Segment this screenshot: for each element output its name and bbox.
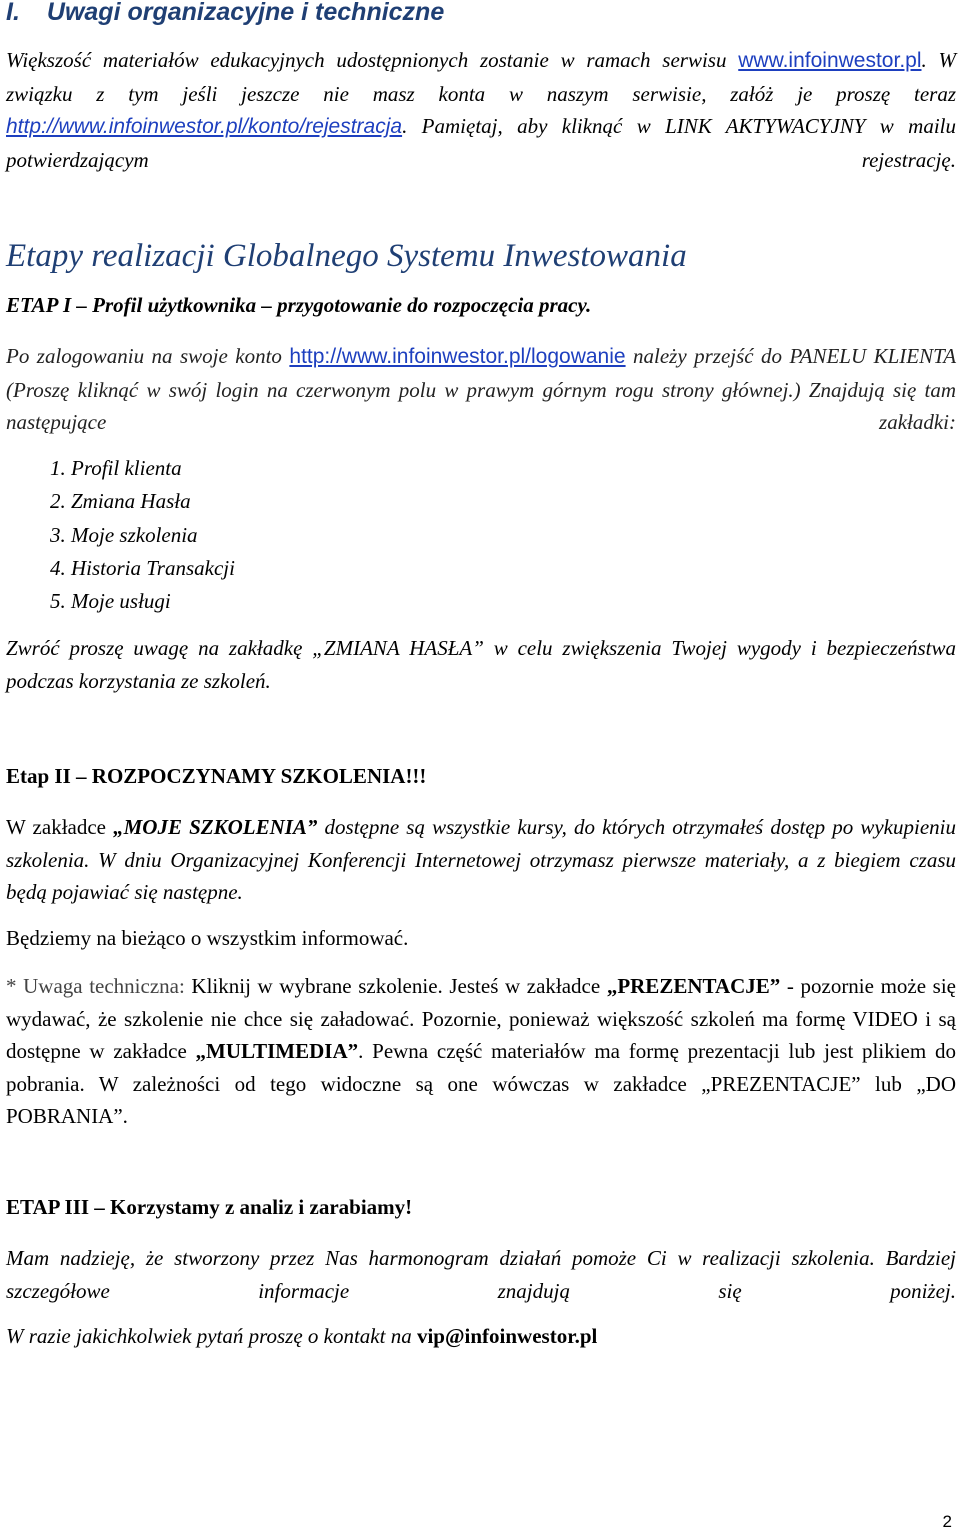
technical-note bbox=[6, 970, 956, 1133]
etap1-text-2: należy przejść do PANELU KLIENTA (Proszę kliknąć w swój login na czerwonym polu w prawym górnym rogu strony głównej.) Znajdują się tam następujące zakładki: bbox=[6, 344, 957, 434]
contact-text: W razie jakichkolwiek pytań proszę o kontakt na bbox=[6, 1324, 417, 1348]
prezentacje-tab-name: „PREZENTACJE” bbox=[606, 974, 781, 998]
etap2-paragraph-2: Będziemy na bieżąco o wszystkim informować. bbox=[6, 926, 409, 950]
registration-link[interactable]: http://www.infoinwestor.pl/konto/rejestracja bbox=[6, 115, 403, 138]
stages-heading: Etapy realizacji Globalnego Systemu Inwestowania bbox=[6, 238, 687, 274]
etap1-text-1: Po zalogowaniu na swoje konto bbox=[6, 344, 282, 368]
list-item: 1. Profil klienta bbox=[50, 456, 182, 480]
technical-note-text-1: Kliknij w wybrane szkolenie. Jesteś w zakładce bbox=[191, 974, 607, 998]
list-item: 3. Moje szkolenia bbox=[50, 522, 198, 547]
section-number: I. bbox=[6, 0, 20, 26]
etap2-paragraph-1 bbox=[6, 811, 956, 909]
intro-text-1: Większość materiałów edukacyjnych udostępnionych zostanie w ramach serwisu bbox=[6, 48, 727, 72]
moje-szkolenia-tab-name: „MOJE SZKOLENIA” bbox=[113, 815, 318, 839]
technical-note-text-2: - pozornie może się wydawać, że szkolenie nie chce się załadować. Pozornie, ponieważ większość szkoleń ma formę VIDEO i są dostępne w zakładce bbox=[6, 974, 956, 1063]
infoinwestor-link[interactable]: www.infoinwestor.pl bbox=[738, 49, 922, 72]
etap1-title: ETAP I – Profil użytkownika – przygotowanie do rozpoczęcia pracy. bbox=[6, 293, 592, 317]
intro-text-2: . W związku z tym jeśli jeszcze nie masz konta w naszym serwisie, załóż je proszę teraz bbox=[6, 48, 957, 106]
list-item: 4. Historia Transakcji bbox=[50, 555, 235, 580]
etap2-text-1: W zakładce bbox=[6, 815, 114, 839]
list-item: 5. Moje usługi bbox=[50, 589, 171, 614]
etap2-text-2: dostępne są wszystkie kursy, do których otrzymałeś dostęp po wykupieniu szkolenia. W dniu Organizacyjnej Konferencji Internetowej otrzymasz pierwsze materiały, a z biegiem czasu będą pojawiać się następne. bbox=[6, 815, 956, 904]
page-number: 2 bbox=[942, 1512, 952, 1531]
section-title: Uwagi organizacyjne i techniczne bbox=[46, 0, 445, 26]
list-item: 2. Zmiana Hasła bbox=[50, 489, 191, 514]
technical-note-label: * Uwaga techniczna: bbox=[6, 974, 192, 998]
etap3-paragraph-2 bbox=[6, 1320, 956, 1353]
technical-note-text-3: . Pewna część materiałów ma formę prezentacji lub jest plikiem do pobrania. W zależności od tego widoczne są one wówczas w zakładce „PREZENTACJE” lub „DO POBRANIA”. bbox=[6, 1039, 956, 1128]
section-heading bbox=[6, 0, 956, 27]
intro-text-3: . Pamiętaj, aby kliknąć w LINK AKTYWACYJNY w mailu potwierdzającym rejestrację. bbox=[6, 114, 956, 172]
etap3-paragraph-1: Mam nadzieję, że stworzony przez Nas harmonogram działań pomoże Ci w realizacji szkolenia. Bardziej szczegółowe informacje znajdują się poniżej. bbox=[6, 1246, 956, 1303]
password-note: Zwróć proszę uwagę na zakładkę „ZMIANA HASŁA” w celu zwiększenia Twojej wygody i bezpieczeństwa podczas korzystania ze szkoleń. bbox=[6, 636, 956, 693]
tabs-list bbox=[50, 452, 960, 618]
etap2-title: Etap II – ROZPOCZYNAMY SZKOLENIA!!! bbox=[6, 764, 427, 788]
intro-paragraph bbox=[6, 44, 956, 176]
etap3-title: ETAP III – Korzystamy z analiz i zarabiamy! bbox=[6, 1195, 413, 1219]
multimedia-tab-name: „MULTIMEDIA” bbox=[195, 1039, 359, 1063]
login-link[interactable]: http://www.infoinwestor.pl/logowanie bbox=[289, 345, 626, 368]
contact-email[interactable]: vip@infoinwestor.pl bbox=[416, 1324, 598, 1348]
etap1-paragraph bbox=[6, 340, 956, 439]
